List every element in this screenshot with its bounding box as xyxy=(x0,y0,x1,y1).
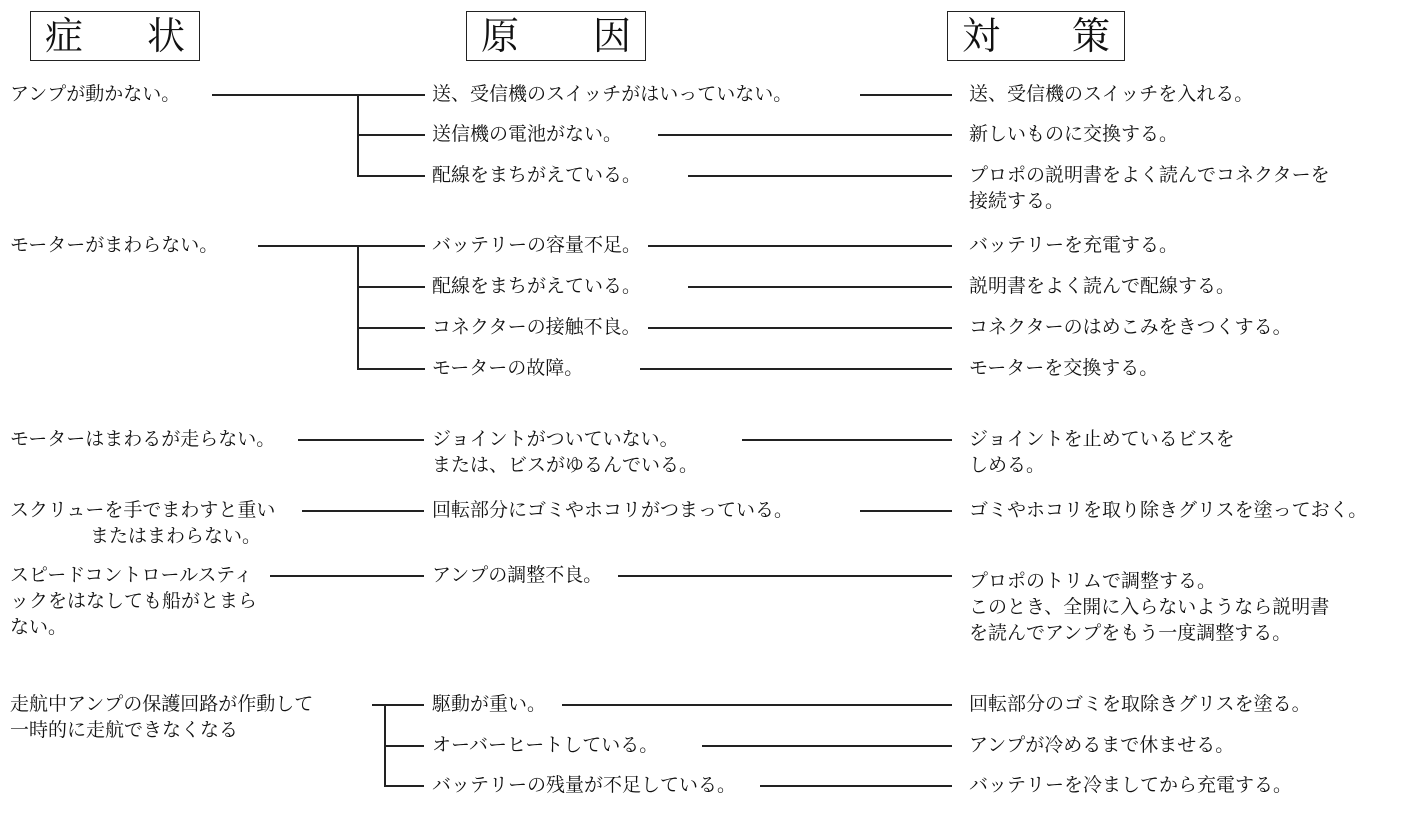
cause-text: 送信機の電池がない。 xyxy=(432,123,623,145)
cause-text: バッテリーの容量不足。 xyxy=(432,234,642,256)
header-symptom xyxy=(30,11,200,61)
remedy-text: プロポのトリムで調整する。 xyxy=(969,570,1217,592)
cause-text: 駆動が重い。 xyxy=(432,693,547,715)
remedy-text: モーターを交換する。 xyxy=(969,357,1159,379)
symptom-text: スクリューを手でまわすと重い xyxy=(10,499,276,521)
remedy-text: プロポの説明書をよく読んでコネクターを xyxy=(969,164,1330,186)
remedy-text: 回転部分のゴミを取除きグリスを塗る。 xyxy=(969,693,1311,715)
connector-line xyxy=(640,368,952,370)
remedy-text: を読んでアンプをもう一度調整する。 xyxy=(969,622,1292,644)
symptom-text: またはまわらない。 xyxy=(90,525,262,547)
connector-line xyxy=(860,510,952,512)
cause-text: 配線をまちがえている。 xyxy=(432,275,642,297)
cause-text: 送、受信機のスイッチがはいっていない。 xyxy=(432,83,793,105)
connector-line xyxy=(742,439,952,441)
header-symptom-char-2: 状 xyxy=(146,14,185,58)
remedy-text: コネクターのはめこみをきつくする。 xyxy=(969,316,1292,338)
header-symptom-char-1: 症 xyxy=(45,14,84,58)
connector-line xyxy=(212,94,357,96)
remedy-text: このとき、全開に入らないようなら説明書 xyxy=(969,596,1330,618)
connector-line xyxy=(860,94,952,96)
connector-line xyxy=(357,368,425,370)
remedy-text: 送、受信機のスイッチを入れる。 xyxy=(969,83,1254,105)
cause-text: モーターの故障。 xyxy=(432,357,584,379)
remedy-text: 説明書をよく読んで配線する。 xyxy=(969,275,1236,297)
symptom-text: アンプが動かない。 xyxy=(10,83,181,105)
symptom-text: ックをはなしても船がとまら xyxy=(10,590,258,612)
connector-line xyxy=(384,745,424,747)
remedy-text: バッテリーを充電する。 xyxy=(969,234,1179,256)
connector-line xyxy=(648,327,952,329)
connector-line xyxy=(270,575,424,577)
connector-line xyxy=(562,704,952,706)
cause-text: アンプの調整不良。 xyxy=(432,564,603,586)
connector-line xyxy=(688,286,952,288)
cause-text: バッテリーの残量が不足している。 xyxy=(432,774,737,796)
header-cause xyxy=(466,11,646,61)
header-remedy-char-1: 対 xyxy=(962,14,1001,58)
cause-text: 配線をまちがえている。 xyxy=(432,164,642,186)
symptom-text: モーターはまわるが走らない。 xyxy=(10,428,276,450)
symptom-text: 一時的に走航できなくなる xyxy=(10,719,239,741)
connector-line xyxy=(702,745,952,747)
connector-line xyxy=(298,439,424,441)
header-remedy xyxy=(947,11,1125,61)
header-remedy-char-2: 策 xyxy=(1071,14,1110,58)
connector-line xyxy=(357,327,425,329)
connector-line xyxy=(357,134,425,136)
connector-line xyxy=(384,785,424,787)
remedy-text: ゴミやホコリを取り除きグリスを塗っておく。 xyxy=(969,499,1368,521)
cause-text: ジョイントがついていない。 xyxy=(432,428,679,450)
remedy-text: 接続する。 xyxy=(969,190,1065,212)
remedy-text: バッテリーを冷ましてから充電する。 xyxy=(969,774,1293,796)
connector-line xyxy=(302,510,424,512)
connector-line xyxy=(648,245,952,247)
cause-text: オーバーヒートしている。 xyxy=(432,734,659,756)
symptom-text: スピードコントロールスティ xyxy=(10,564,253,586)
connector-line xyxy=(357,94,425,96)
connector-line xyxy=(357,175,425,177)
header-cause-char-1: 原 xyxy=(481,14,520,58)
remedy-text: 新しいものに交換する。 xyxy=(969,123,1179,145)
symptom-text: モーターがまわらない。 xyxy=(10,234,219,256)
header-cause-char-2: 因 xyxy=(592,14,631,58)
remedy-text: ジョイントを止めているビスを xyxy=(969,428,1235,450)
cause-text: コネクターの接触不良。 xyxy=(432,316,641,338)
connector-line xyxy=(658,134,952,136)
connector-line xyxy=(760,785,952,787)
remedy-text: しめる。 xyxy=(969,454,1046,476)
connector-line xyxy=(357,245,425,247)
connector-line xyxy=(384,704,424,706)
connector-line xyxy=(357,286,425,288)
connector-line xyxy=(372,704,384,706)
cause-text: または、ビスがゆるんでいる。 xyxy=(432,454,699,476)
connector-line xyxy=(618,575,952,577)
remedy-text: アンプが冷めるまで休ませる。 xyxy=(969,734,1235,756)
symptom-text: ない。 xyxy=(10,616,68,638)
connector-line xyxy=(688,175,952,177)
branch-line xyxy=(357,245,359,369)
connector-line xyxy=(258,245,357,247)
cause-text: 回転部分にゴミやホコリがつまっている。 xyxy=(432,499,794,521)
symptom-text: 走航中アンプの保護回路が作動して xyxy=(10,693,314,715)
